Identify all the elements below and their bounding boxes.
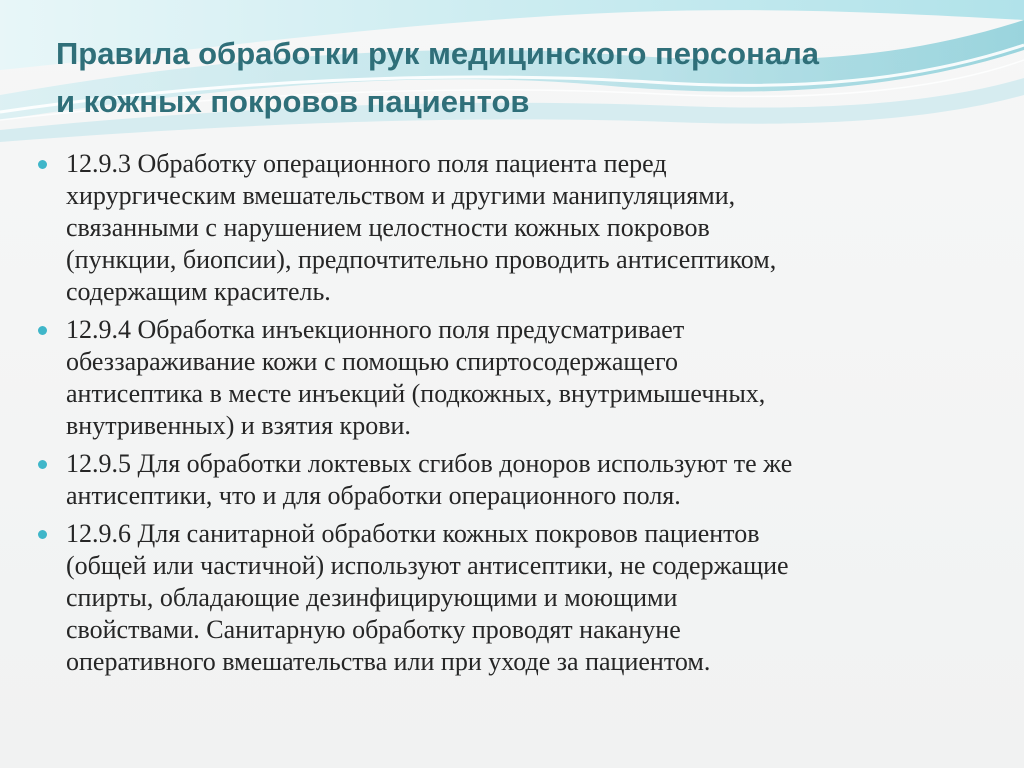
slide-title [56,30,976,126]
list-item-text [66,314,1009,442]
text-line: 12.9.4 Обработка инъекционного поля предусматривает [66,315,685,344]
text-line: 12.9.3 Обработку операционного поля пациента перед [66,149,667,178]
text-line: хирургическим вмешательством и другими манипуляциями, [66,181,736,210]
text-line: антисептики, что и для обработки операционного поля. [66,481,681,510]
text-line: свойствами. Санитарную обработку проводят накануне [66,615,681,644]
slide-title-line: и кожных покровов пациентов [56,84,530,119]
text-line: внутривенных) и взятия крови. [66,411,411,440]
slide-title-line: Правила обработки рук медицинского персонала [56,36,820,71]
text-line: антисептика в месте инъекций (подкожных, внутримышечных, [66,379,766,408]
list-item-text [66,148,1009,308]
bullet-icon [38,326,47,335]
text-line: оперативного вмешательства или при уходе за пациентом. [66,647,711,676]
text-line: 12.9.6 Для санитарной обработки кожных покровов пациентов [66,519,760,548]
list-item-text [66,448,1009,512]
list-item [34,314,1009,442]
text-line: 12.9.5 Для обработки локтевых сгибов доноров используют те же [66,449,793,478]
list-item [34,148,1009,308]
text-line: связанными с нарушением целостности кожных покровов [66,213,710,242]
list-item [34,448,1009,512]
bullet-icon [38,460,47,469]
list-item-text [66,518,1009,678]
text-line: (общей или частичной) используют антисептики, не содержащие [66,551,789,580]
bullet-list [34,148,1009,684]
bullet-icon [38,530,47,539]
list-item [34,518,1009,678]
text-line: обеззараживание кожи с помощью спиртосодержащего [66,347,678,376]
text-line: (пункции, биопсии), предпочтительно проводить антисептиком, [66,245,777,274]
text-line: спирты, обладающие дезинфицирующими и моющими [66,583,678,612]
text-line: содержащим краситель. [66,277,331,306]
bullet-icon [38,160,47,169]
